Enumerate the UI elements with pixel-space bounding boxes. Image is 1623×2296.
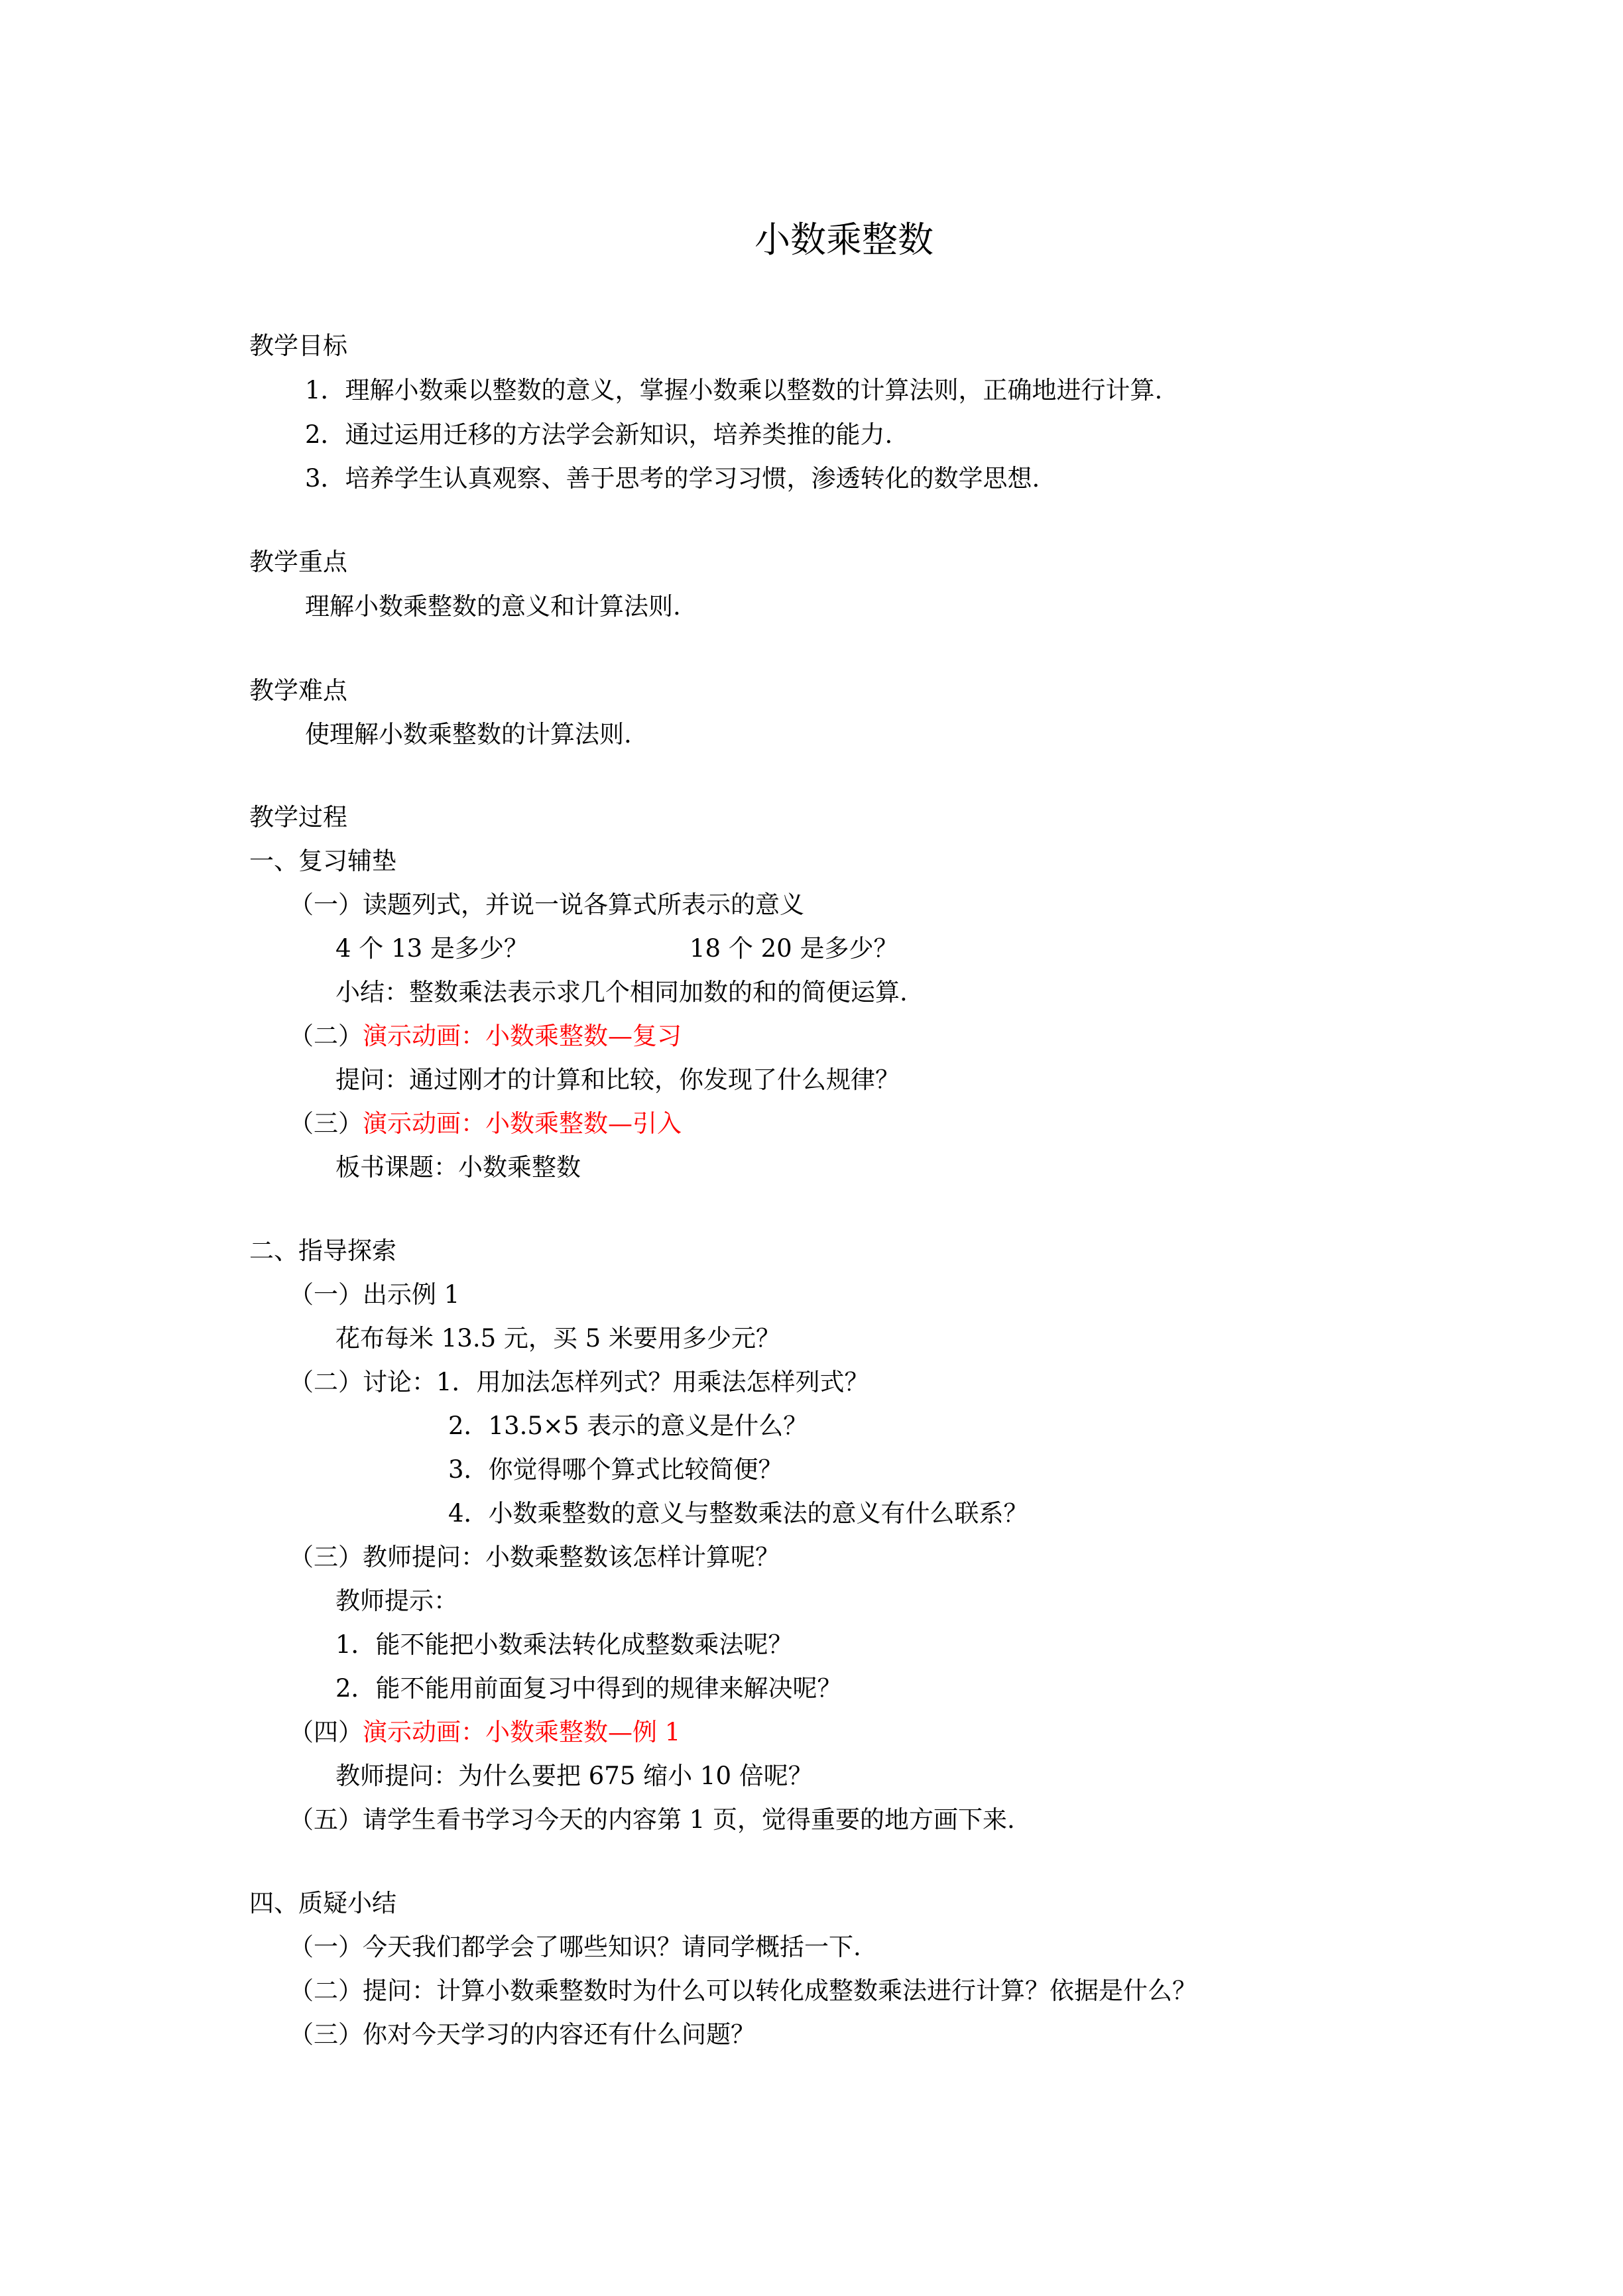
objective-item: 3．培养学生认真观察、善于思考的学习习惯，渗透转化的数学思想. [305,464,1040,493]
discussion-item: 4．小数乘整数的意义与整数乘法的意义有什么联系？ [448,1499,1028,1528]
review-step-3 [289,1108,682,1140]
discussion-item: 2．13.5×5 表示的意义是什么？ [448,1412,808,1440]
explore-heading: 二、指导探索 [249,1237,396,1265]
summary-item: （二）提问：计算小数乘整数时为什么可以转化成整数乘法进行计算？依据是什么？ [289,1976,1197,2005]
review-step-1: （一）读题列式，并说一说各算式所表示的意义 [289,890,804,919]
page-title: 小数乘整数 [754,219,933,261]
objective-item: 1．理解小数乘以整数的意义，掌握小数乘以整数的计算法则，正确地进行计算. [305,376,1163,404]
teacher-hint-item: 2．能不能用前面复习中得到的规律来解决呢？ [335,1674,842,1703]
review-summary: 小结：整数乘法表示求几个相同加数的和的简便运算. [335,978,908,1006]
teacher-hint-item: 1．能不能把小数乘法转化成整数乘法呢？ [335,1630,793,1659]
review-step-2 [289,1020,682,1052]
explore-step-4 [289,1717,680,1748]
example-1-text: 花布每米 13.5 元，买 5 米要用多少元？ [335,1324,780,1353]
step-prefix: （四） [289,1718,363,1746]
explore-step-2: （二）讨论：1．用加法怎样列式？用乘法怎样列式？ [289,1368,869,1396]
objective-item: 2．通过运用迁移的方法学会新知识，培养类推的能力. [305,420,893,449]
step-prefix: （二） [289,1022,363,1050]
key-point-text: 理解小数乘整数的意义和计算法则. [305,592,681,621]
review-heading: 一、复习辅垫 [249,847,396,875]
explore-step-3: （三）教师提问：小数乘整数该怎样计算呢？ [289,1543,780,1571]
step-prefix: （三） [289,1109,363,1138]
discussion-item: 3．你觉得哪个算式比较简便？ [448,1455,783,1484]
difficulty-heading: 教学难点 [249,676,347,705]
review-question-1: 4 个 13 是多少？ [335,934,528,963]
explore-step-4-question: 教师提问：为什么要把 675 缩小 10 倍呢？ [335,1762,813,1790]
animation-link-intro[interactable]: 演示动画：小数乘整数—引入 [363,1109,682,1138]
animation-link-example-1[interactable]: 演示动画：小数乘整数—例 1 [363,1718,681,1746]
difficulty-text: 使理解小数乘整数的计算法则. [305,720,632,749]
explore-step-1: （一）出示例 1 [289,1280,460,1309]
review-board-title: 板书课题：小数乘整数 [335,1153,581,1181]
teacher-hint-label: 教师提示： [335,1587,458,1615]
animation-link-review[interactable]: 演示动画：小数乘整数—复习 [363,1022,682,1050]
summary-item: （一）今天我们都学会了哪些知识？请同学概括一下. [289,1933,861,1961]
summary-item: （三）你对今天学习的内容还有什么问题？ [289,2020,755,2049]
review-step-2-question: 提问：通过刚才的计算和比较，你发现了什么规律？ [335,1065,900,1094]
objectives-heading: 教学目标 [249,332,347,360]
review-question-2: 18 个 20 是多少？ [690,934,898,963]
process-heading: 教学过程 [249,803,347,831]
summary-heading: 四、质疑小结 [249,1889,396,1917]
key-point-heading: 教学重点 [249,548,347,576]
explore-step-5: （五）请学生看书学习今天的内容第 1 页，觉得重要的地方画下来. [289,1805,1015,1834]
